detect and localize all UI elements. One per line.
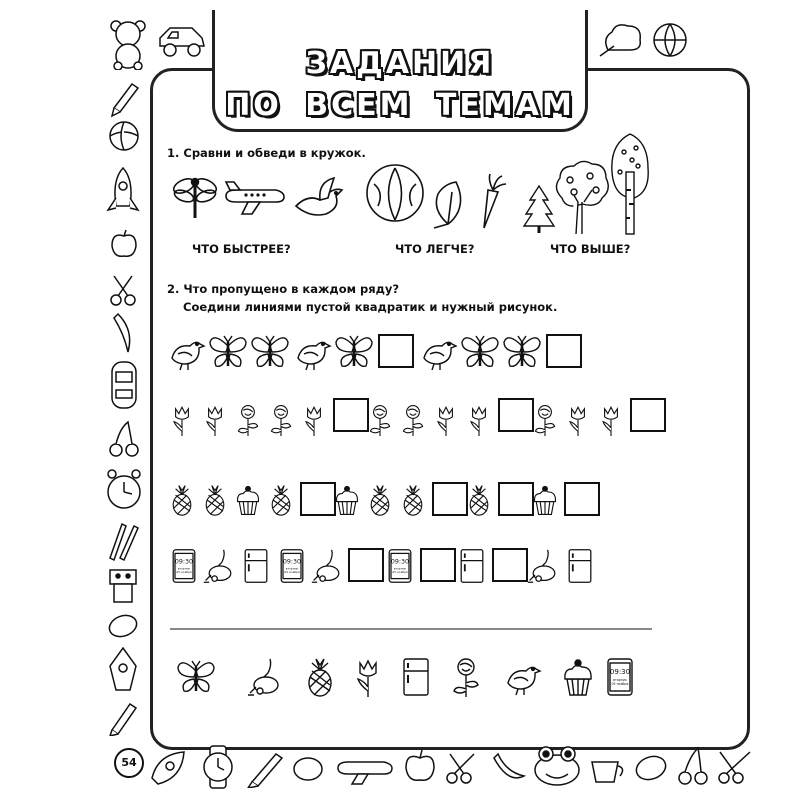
dove-icon <box>290 176 346 222</box>
wristwatch-icon <box>198 744 238 790</box>
apple-bottom-icon <box>402 748 438 786</box>
spaceship-icon <box>148 748 188 788</box>
frog-icon <box>532 744 582 788</box>
rose-icon <box>529 396 561 444</box>
answer-phone-icon[interactable] <box>600 654 640 700</box>
rocket-icon <box>106 166 140 222</box>
svg-text:05 ноября: 05 ноября <box>392 570 408 575</box>
pineapple-icon <box>166 480 198 520</box>
birch-tree-icon <box>608 132 652 236</box>
tulip-icon <box>595 396 627 444</box>
phone-icon <box>166 546 202 586</box>
lemon-icon <box>106 612 140 640</box>
apple-icon <box>108 228 140 260</box>
beach-ball-icon <box>652 22 688 58</box>
tulip-icon <box>562 396 594 444</box>
cupcake-icon <box>529 480 561 520</box>
dragonfly-icon <box>172 172 218 220</box>
bird-icon <box>292 332 332 372</box>
svg-text:вторник: вторник <box>177 566 191 571</box>
bird-icon <box>418 332 458 372</box>
teddy-bear-icon <box>108 18 148 70</box>
butterfly-icon <box>250 332 290 372</box>
crayon-icon <box>108 78 142 118</box>
svg-text:09:30: 09:30 <box>390 558 410 566</box>
pencil-bottom-icon <box>246 748 286 788</box>
car-top-icon <box>106 358 142 412</box>
leaf-icon <box>430 180 466 230</box>
question-lighter: ЧТО ЛЕГЧЕ? <box>395 242 475 256</box>
task2-instruction-1: 2. Что пропущено в каждом ряду? <box>167 282 400 296</box>
banana-icon <box>110 312 136 356</box>
fir-tree-icon <box>522 184 556 234</box>
phone-icon <box>274 546 310 586</box>
pineapple-icon <box>397 480 429 520</box>
answer-vacuum-icon[interactable] <box>246 654 286 700</box>
airplane-icon <box>222 180 286 216</box>
empty-square[interactable] <box>630 398 666 432</box>
crayons-icon <box>106 518 140 562</box>
butterfly-icon <box>460 332 500 372</box>
butterfly-icon <box>502 332 542 372</box>
page-number: 54 <box>114 748 144 778</box>
answer-bird-icon[interactable] <box>502 654 542 700</box>
butterfly-icon <box>208 332 248 372</box>
answer-fridge-icon[interactable] <box>396 654 436 700</box>
svg-text:09:30: 09:30 <box>282 558 302 566</box>
rose-icon <box>397 396 429 444</box>
scissors-bottom-icon <box>444 750 480 786</box>
empty-square[interactable] <box>492 548 528 582</box>
question-taller: ЧТО ВЫШЕ? <box>550 242 631 256</box>
pineapple-icon <box>265 480 297 520</box>
oak-tree-icon <box>552 158 610 236</box>
mitten-icon <box>290 754 326 784</box>
banana-bottom-icon <box>488 748 528 788</box>
answer-pineapple-icon[interactable] <box>300 654 340 700</box>
phone-icon <box>382 546 418 586</box>
scissors-icon <box>108 274 138 308</box>
empty-square[interactable] <box>420 548 456 582</box>
robot-toy-icon <box>106 566 140 606</box>
empty-square[interactable] <box>348 548 384 582</box>
pineapple-icon <box>364 480 396 520</box>
vacuum-icon <box>310 546 346 586</box>
separator-line <box>170 628 652 630</box>
title-box <box>212 10 588 132</box>
vacuum-icon <box>526 546 562 586</box>
lemon-bottom-icon <box>632 752 670 784</box>
butterfly-icon <box>334 332 374 372</box>
fridge-icon <box>238 546 274 586</box>
svg-text:05 ноября: 05 ноября <box>284 570 300 575</box>
pineapple-icon <box>463 480 495 520</box>
tree-branch-icon <box>598 20 644 60</box>
empty-square[interactable] <box>546 334 582 368</box>
ball-icon <box>108 120 140 152</box>
cupcake-icon <box>232 480 264 520</box>
pencil-icon <box>108 700 138 736</box>
svg-text:09:30: 09:30 <box>609 668 631 676</box>
title-line-2: ПО ВСЕМ ТЕМАМ <box>225 88 575 123</box>
answer-rose-icon[interactable] <box>446 654 486 700</box>
tulip-icon <box>166 396 198 444</box>
plane-bottom-icon <box>334 752 394 786</box>
carrot-icon <box>474 172 508 230</box>
svg-text:05 ноября: 05 ноября <box>176 570 192 575</box>
question-faster: ЧТО БЫСТРЕЕ? <box>192 242 291 256</box>
tulip-icon <box>430 396 462 444</box>
fridge-icon <box>454 546 490 586</box>
answer-cupcake-icon[interactable] <box>558 654 598 700</box>
svg-text:09:30: 09:30 <box>174 558 194 566</box>
rose-icon <box>232 396 264 444</box>
svg-text:вторник: вторник <box>613 678 627 682</box>
toy-robot-icon <box>106 646 140 694</box>
cherries-icon <box>108 420 140 458</box>
cupcake-icon <box>331 480 363 520</box>
empty-square[interactable] <box>564 482 600 516</box>
cabbage-icon <box>364 162 426 224</box>
fridge-icon <box>562 546 598 586</box>
answer-tulip-icon[interactable] <box>348 654 388 700</box>
tulip-icon <box>199 396 231 444</box>
title-line-1: ЗАДАНИЯ <box>305 46 495 81</box>
alarm-clock-icon <box>104 468 144 512</box>
rose-icon <box>364 396 396 444</box>
toy-car-icon <box>156 22 208 58</box>
bird-icon <box>166 332 206 372</box>
task2-instruction-2: Соедини линиями пустой квадратик и нужный рисунок. <box>183 300 558 314</box>
vacuum-icon <box>202 546 238 586</box>
cup-icon <box>588 748 628 786</box>
scissors-corner-icon <box>716 748 756 786</box>
cherries-bottom-icon <box>676 746 712 786</box>
svg-text:05 ноября: 05 ноября <box>611 682 629 686</box>
tulip-icon <box>463 396 495 444</box>
pineapple-icon <box>199 480 231 520</box>
rose-icon <box>265 396 297 444</box>
empty-square[interactable] <box>378 334 414 368</box>
svg-text:вторник: вторник <box>285 566 299 571</box>
tulip-icon <box>298 396 330 444</box>
svg-text:вторник: вторник <box>393 566 407 571</box>
answer-butterfly-icon[interactable] <box>176 654 216 700</box>
task1-instruction: 1. Сравни и обведи в кружок. <box>167 146 366 160</box>
